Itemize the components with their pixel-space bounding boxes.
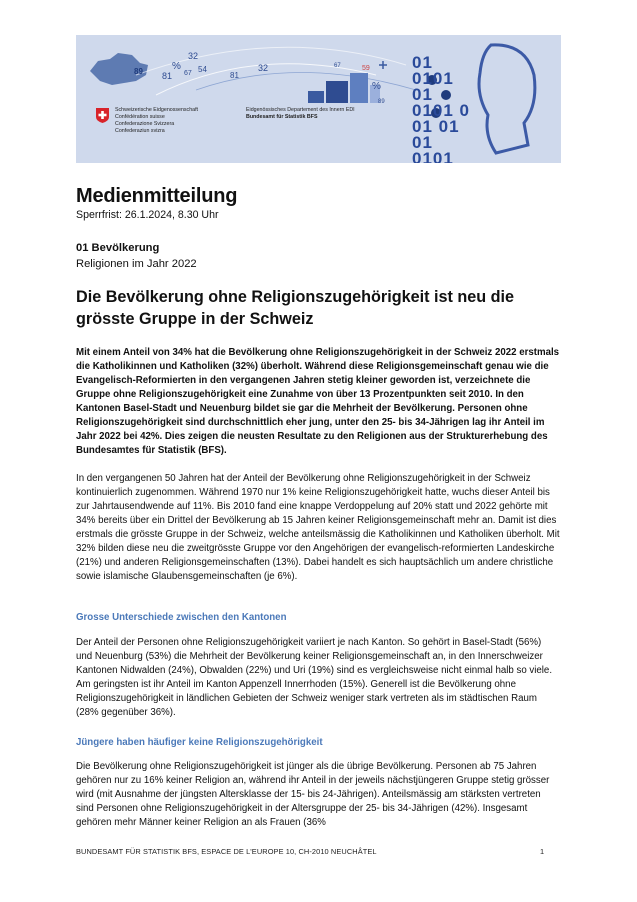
deco-number: 81: [162, 71, 173, 81]
body-paragraph-1: In den vergangenen 50 Jahren hat der Anteil der Bevölkerung ohne Religionszugehörigkeit in der Schweiz kontinuierlich zugenommen. Während 1970 nur 1% keine Religionszugehörigkeit hatte, wuchs dieser Anteil bis zur Jahrtausendwende auf 11%. Bis 2010 fand eine knappe Verdoppelung auf 20% statt und 2022 gehörte mit 34% bereits über ein Drittel der Bevölkerung ab 15 Jahren keiner Religionsgemeinschaft mehr an. Damit ist dies erstmals die grösste Gruppe in der Schweiz, welche anteilsmässig die Katholikinnen und Katholiken überholt. Mit 32% bilden diese neu die zweitgrösste Gruppe vor den Angehörigen der evangelisch-reformierten Landeskirche (21%) und anderen Religionsgemeinschaften (13%). Dabei handelt es sich hauptsächlich um andere christliche sowie islamische Glaubensgemeinschaften (je 6%).: [76, 473, 560, 582]
subheading-cantons: Grosse Unterschiede zwischen den Kantonen: [76, 612, 287, 623]
deco-number: 81: [230, 71, 239, 80]
page-number: 1: [540, 847, 545, 856]
deco-number: 67: [334, 63, 341, 69]
body-paragraph-3: Die Bevölkerung ohne Religionszugehörigkeit ist jünger als die übrige Bevölkerung. Personen ab 75 Jahren gehören nur zu 16% keiner Religion an, während ihr Anteil in der jeweils nächstjüngeren Gruppe stetig grösser wird (mit Ausnahme der jüngsten Altersklasse der 15- bis 24-Jährigen). Anteilsmässig am stärksten vertreten sind Personen ohne Religionszugehörigkeit in der Altersgruppe der 25- bis 34-Jährigen (42%). Insgesamt gehören mehr Männer keiner Religion an als Frauen (36%: [76, 761, 550, 828]
confederation-name-rm: Confederaziun svizra: [115, 128, 165, 135]
swiss-shield-icon: [96, 108, 109, 123]
confederation-name-de: Schweizerische Eidgenossenschaft: [115, 107, 199, 113]
subheading-age: Jüngere haben häufiger keine Religionszugehörigkeit: [76, 737, 323, 748]
embargo-line: Sperrfrist: 26.1.2024, 8.30 Uhr: [76, 209, 219, 221]
section-number: 01 Bevölkerung: [76, 242, 160, 254]
head-profile-icon: [479, 45, 535, 153]
confederation-name-fr: Confédération suisse: [115, 114, 165, 121]
header-banner: [76, 35, 561, 163]
deco-number: 89: [378, 99, 385, 105]
deco-number: %: [372, 81, 381, 92]
deco-number: 32: [188, 51, 199, 61]
deco-number: %: [172, 61, 181, 72]
section-topic: Religionen im Jahr 2022: [76, 258, 197, 270]
department-block: [246, 107, 355, 121]
footer-address: BUNDESAMT FÜR STATISTIK BFS, ESPACE DE L'EUROPE 10, CH-2010 NEUCHÂTEL: [76, 847, 377, 856]
headline: Die Bevölkerung ohne Religionszugehörigkeit ist neu die grösste Gruppe in der Schweiz: [76, 288, 515, 328]
deco-number: 67: [184, 70, 192, 77]
page-title: Medienmitteilung: [76, 185, 238, 207]
department-name: Eidgenössisches Departement des Innern EDI: [246, 107, 355, 113]
confederation-name-it: Confederazione Svizzera: [115, 121, 175, 128]
deco-number: 89: [134, 67, 143, 76]
body-paragraph-2: Der Anteil der Personen ohne Religionszugehörigkeit variiert je nach Kanton. So gehört in Basel-Stadt (56%) und Neuenburg (53%) die Mehrheit der Bevölkerung keiner Religionsgemeinschaft an, in den Innerschweizer Kantonen Nidwalden (24%), Obwalden (22%) und Uri (19%) sind es vergleichsweise nicht einmal halb so viele. Am geringsten ist ihr Anteil im Kanton Appenzell Innerrhoden (15%). Generell ist die Bevölkerung ohne Religionszugehörigkeit in ländlichen Gebieten der Schweiz weniger stark vertreten als im städtischen Raum (28% gegenüber 36%).: [76, 637, 553, 718]
lead-paragraph: Mit einem Anteil von 34% hat die Bevölkerung ohne Religionszugehörigkeit in der Schweiz 2022 erstmals die Katholikinnen und Katholiken (32%) überholt. Während diese Religionsgemeinschaft genau wie die Evangelisch-Reformierten in den vergangenen Jahren stetig kleiner geworden ist, verzeichnete die Gruppe ohne Religionszugehörigkeit eine Zunahme von über 13 Prozentpunkten seit 2010. In den Kantonen Basel-Stadt und Neuenburg bildet sie gar die Mehrheit der Bevölkerung. Personen ohne Religionszugehörigkeit sind durchschnittlich eher jung, unter den 25- bis 34-Jährigen lag ihr Anteil im Jahr 2022 bei 42%. Dies zeigen die neusten Resultate zu den Religionen aus der Strukturerhebung des Bundesamtes für Statistik (BFS).: [76, 347, 560, 456]
deco-number: 32: [258, 63, 269, 73]
deco-number: 59: [362, 65, 370, 72]
office-name: Bundesamt für Statistik BFS: [246, 114, 318, 121]
deco-number: 54: [198, 65, 207, 74]
binary-digits: 01 0101 01 0101 0 01 01 01 0101: [412, 53, 470, 163]
